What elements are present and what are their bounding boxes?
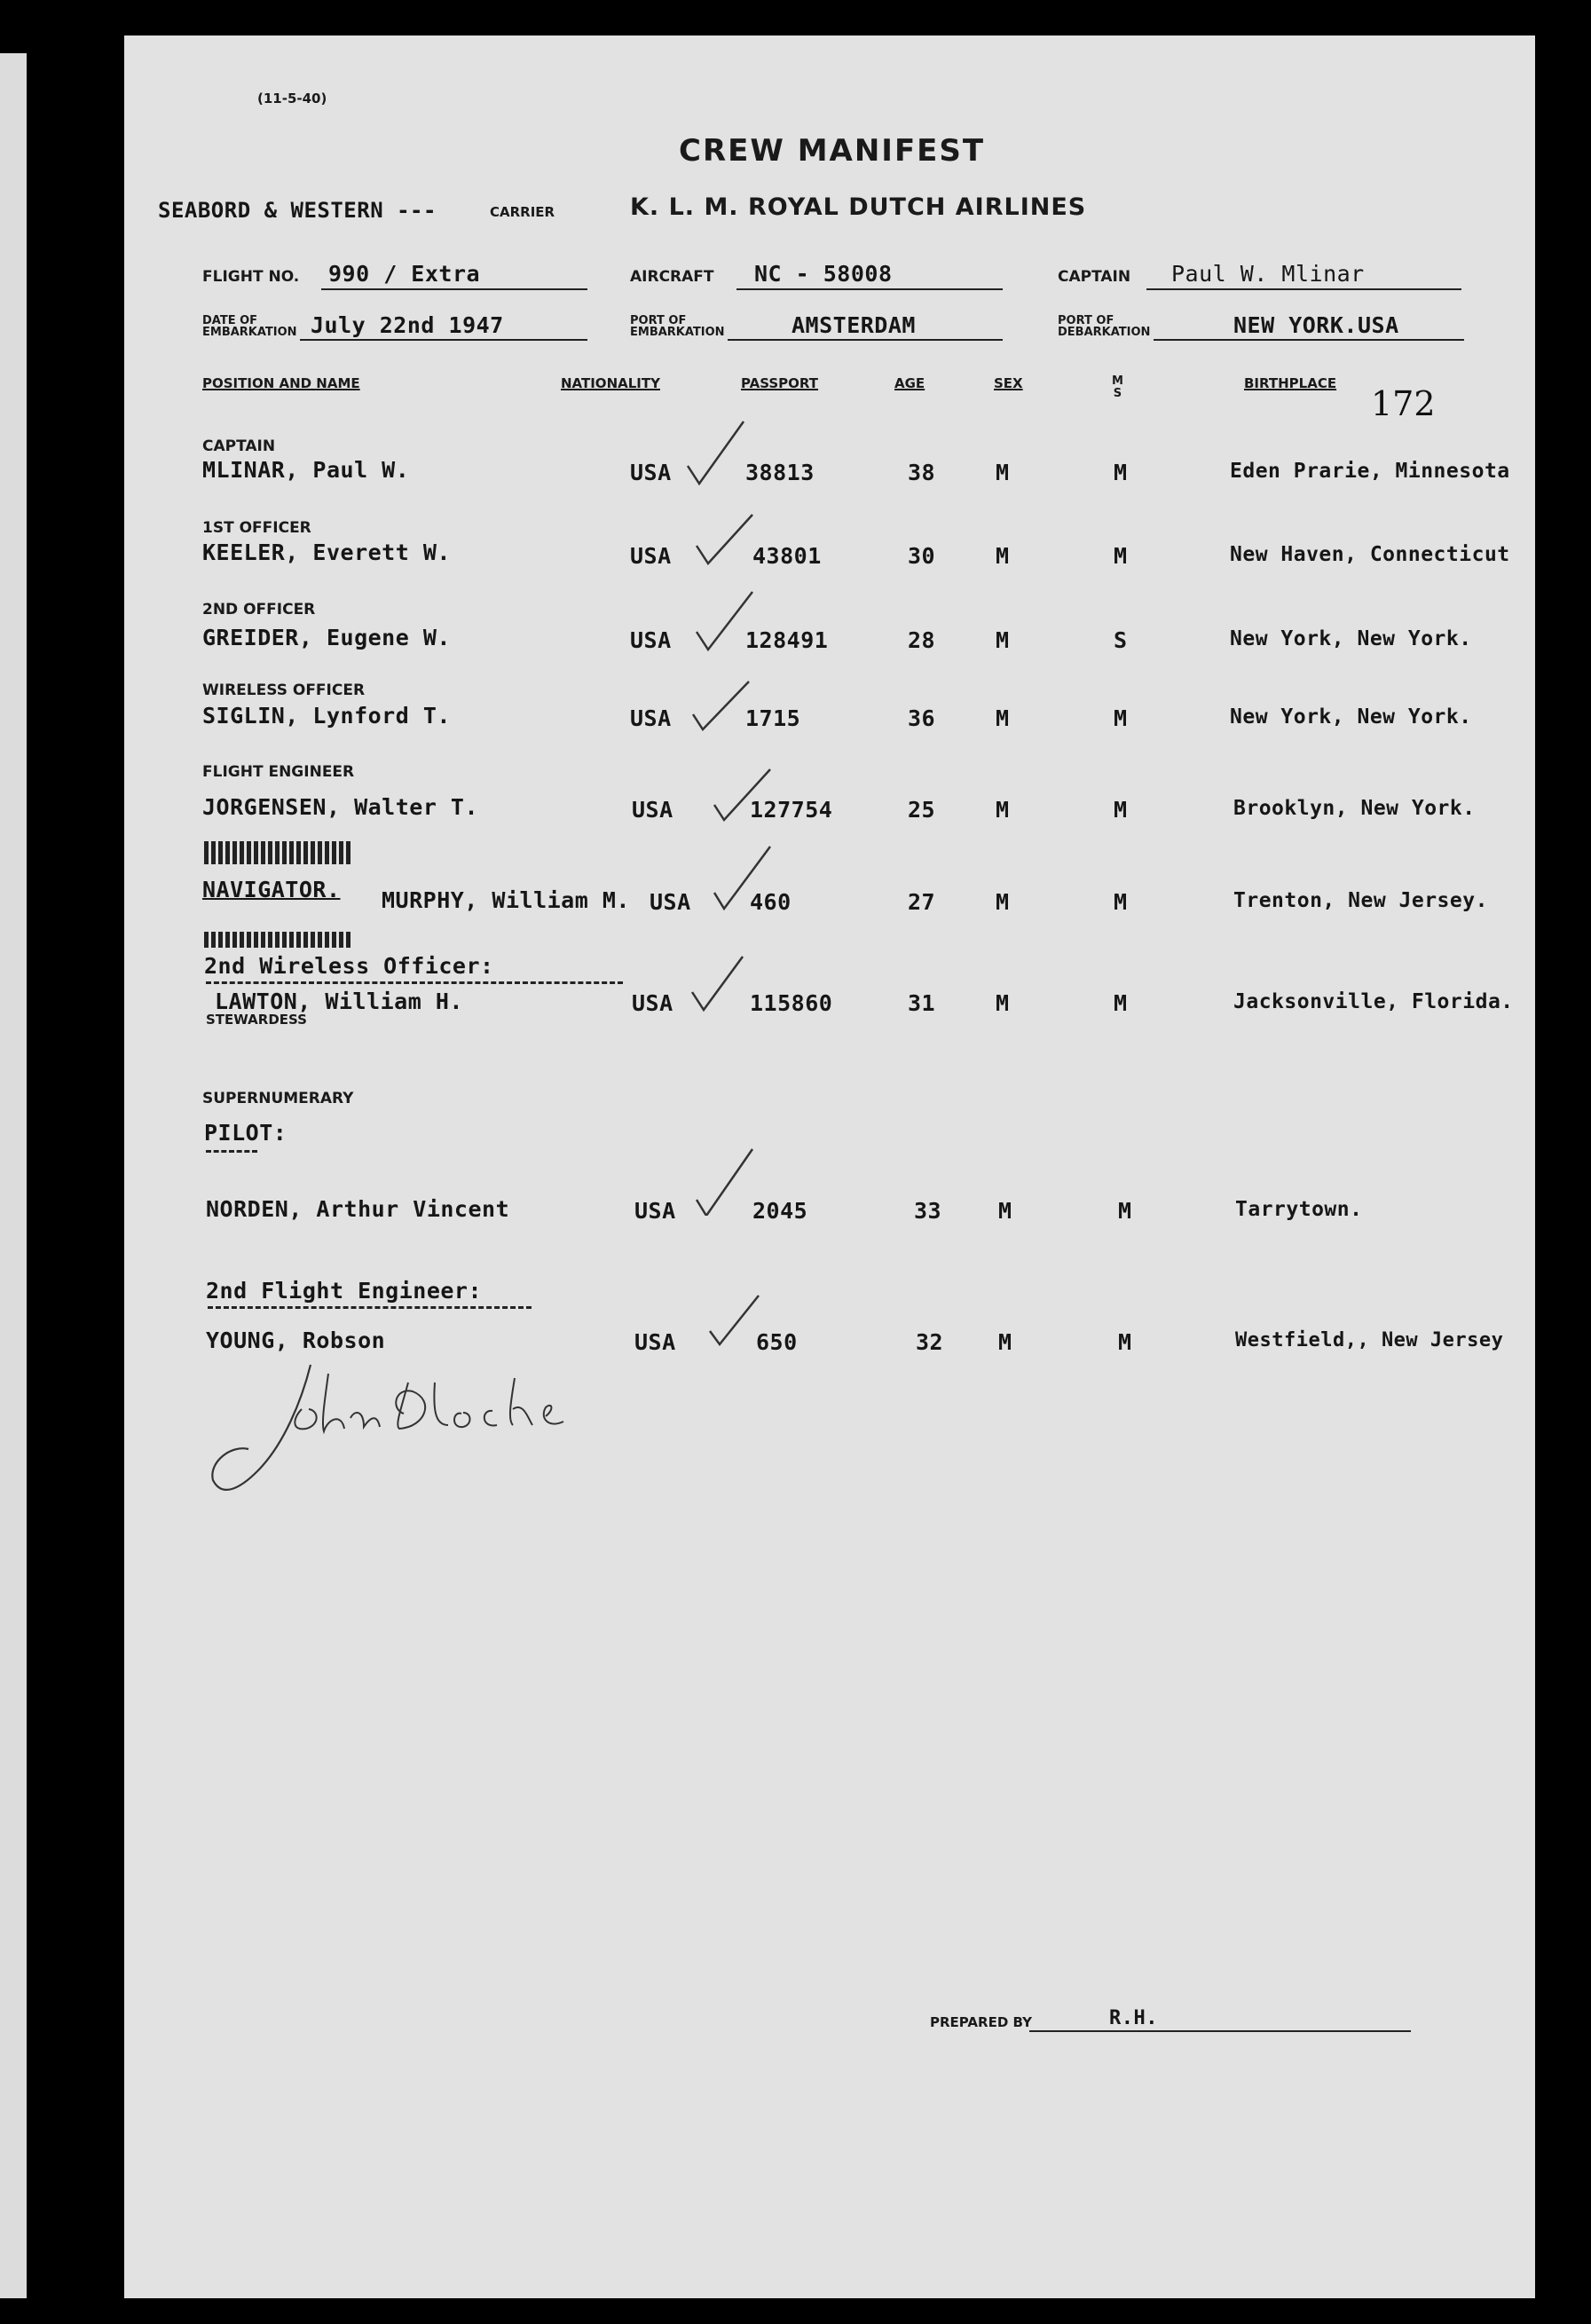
crew-1-marital: M (1114, 543, 1128, 569)
crew-5-name: MURPHY, William M. (382, 887, 630, 913)
supernumerary-0-birthplace: Tarrytown. (1235, 1198, 1363, 1221)
crew-6-sex: M (996, 990, 1010, 1016)
crew-0-sex: M (996, 460, 1010, 485)
supernumerary-1-nationality: USA (634, 1329, 676, 1355)
crew-2-position: 2ND OFFICER (202, 601, 316, 618)
supernumerary-1-birthplace: Westfield,, New Jersey (1235, 1329, 1504, 1351)
embarkation-date: July 22nd 1947 (311, 312, 504, 338)
col-birthplace: BIRTHPLACE (1244, 375, 1337, 391)
crew-6-marital: M (1114, 990, 1128, 1016)
check-mark-icon (692, 1145, 754, 1216)
aircraft-label: AIRCRAFT (630, 268, 714, 286)
crew-2-nationality: USA (630, 627, 672, 653)
supernumerary-1-age: 32 (916, 1329, 944, 1355)
crew-3-marital: M (1114, 705, 1128, 731)
adjacent-page-edge (0, 53, 27, 2298)
crew-5-passport: 460 (750, 889, 792, 915)
check-mark-icon (683, 417, 745, 488)
check-mark-icon (688, 949, 750, 1020)
prepared-by-value: R.H. (1109, 2007, 1158, 2029)
carrier-label: CARRIER (490, 204, 555, 220)
company-name: SEABORD & WESTERN --- (158, 198, 437, 223)
crew-2-name: GREIDER, Eugene W. (202, 625, 451, 650)
crew-4-age: 25 (908, 797, 936, 823)
crew-3-passport: 1715 (745, 705, 801, 731)
crew-3-sex: M (996, 705, 1010, 731)
crew-2-passport: 128491 (745, 627, 829, 653)
crew-5-marital: M (1114, 889, 1128, 915)
crew-4-position: FLIGHT ENGINEER (202, 763, 355, 781)
crew-1-passport: 43801 (752, 543, 822, 569)
crew-3-name: SIGLIN, Lynford T. (202, 703, 451, 729)
col-position: POSITION AND NAME (202, 375, 360, 391)
supernumerary-0-marital: M (1118, 1198, 1132, 1224)
crew-0-name: MLINAR, Paul W. (202, 457, 410, 483)
supernumerary-1-marital: M (1118, 1329, 1132, 1355)
manifest-page (124, 35, 1535, 2298)
supernumerary-0-nationality: USA (634, 1198, 676, 1224)
port-embarkation-label: PORT OF EMBARKATION (630, 314, 725, 339)
page-number: 172 (1371, 384, 1436, 423)
crew-0-marital: M (1114, 460, 1128, 485)
signature (195, 1347, 586, 1507)
supernumerary-0-passport: 2045 (752, 1198, 808, 1224)
crew-6-position: 2nd Wireless Officer: (204, 953, 494, 979)
crew-4-nationality: USA (632, 797, 673, 823)
stewardess-label: STEWARDESS (206, 1012, 307, 1028)
check-mark-icon (689, 674, 751, 745)
flight-number: 990 / Extra (328, 261, 481, 287)
port-debarkation: NEW YORK.USA (1233, 312, 1399, 338)
crew-0-age: 38 (908, 460, 936, 485)
crew-5-birthplace: Trenton, New Jersey. (1233, 889, 1488, 912)
col-nationality: NATIONALITY (561, 375, 660, 391)
crew-1-name: KEELER, Everett W. (202, 540, 451, 565)
crew-1-sex: M (996, 543, 1010, 569)
crew-2-age: 28 (908, 627, 936, 653)
crew-5-position: NAVIGATOR. (202, 877, 341, 902)
crew-4-birthplace: Brooklyn, New York. (1233, 797, 1476, 820)
crew-1-position: 1ST OFFICER (202, 519, 311, 537)
crew-3-position: WIRELESS OFFICER (202, 681, 366, 699)
captain-name: Paul W. Mlinar (1171, 261, 1365, 287)
check-mark-icon (692, 510, 754, 581)
supernumerary-1-sex: M (998, 1329, 1012, 1355)
crew-1-nationality: USA (630, 543, 672, 569)
supernumerary-0-sex: M (998, 1198, 1012, 1224)
crew-0-passport: 38813 (745, 460, 815, 485)
captain-label: CAPTAIN (1058, 268, 1131, 286)
crew-1-age: 30 (908, 543, 936, 569)
crew-5-nationality: USA (650, 889, 691, 915)
crew-0-birthplace: Eden Prarie, Minnesota (1230, 460, 1510, 483)
crew-3-age: 36 (908, 705, 936, 731)
supernumerary-1-position: 2nd Flight Engineer: (206, 1278, 483, 1304)
crew-5-sex: M (996, 889, 1010, 915)
crew-6-nationality: USA (632, 990, 673, 1016)
crew-3-nationality: USA (630, 705, 672, 731)
col-passport: PASSPORT (741, 375, 819, 391)
port-embarkation: AMSTERDAM (792, 312, 916, 338)
flight-label: FLIGHT NO. (202, 268, 300, 286)
crew-4-sex: M (996, 797, 1010, 823)
prepared-by-label: PREPARED BY (930, 2014, 1032, 2030)
struck-out-label (204, 841, 353, 864)
supernumerary-1-passport: 650 (756, 1329, 798, 1355)
col-sex: SEX (994, 375, 1023, 391)
date-label: DATE OF EMBARKATION (202, 314, 297, 339)
col-age: AGE (894, 375, 925, 391)
crew-0-nationality: USA (630, 460, 672, 485)
carrier-name: K. L. M. ROYAL DUTCH AIRLINES (630, 193, 1087, 221)
port-debarkation-label: PORT OF DEBARKATION (1058, 314, 1151, 339)
crew-6-passport: 115860 (750, 990, 833, 1016)
crew-4-marital: M (1114, 797, 1128, 823)
supernumerary-1-name: YOUNG, Robson (206, 1327, 386, 1353)
page-title: CREW MANIFEST (679, 133, 986, 169)
crew-1-birthplace: New Haven, Connecticut (1230, 543, 1510, 566)
crew-5-age: 27 (908, 889, 936, 915)
crew-2-marital: S (1114, 627, 1128, 653)
crew-6-birthplace: Jacksonville, Florida. (1233, 990, 1514, 1013)
crew-2-sex: M (996, 627, 1010, 653)
crew-4-passport: 127754 (750, 797, 833, 823)
crew-6-age: 31 (908, 990, 936, 1016)
aircraft-number: NC - 58008 (754, 261, 893, 287)
crew-6-name: LAWTON, William H. (215, 989, 463, 1014)
crew-4-name: JORGENSEN, Walter T. (202, 794, 479, 820)
supernumerary-0-age: 33 (914, 1198, 942, 1224)
crew-2-birthplace: New York, New York. (1230, 627, 1472, 650)
crew-3-birthplace: New York, New York. (1230, 705, 1472, 729)
form-code: (11-5-40) (257, 91, 327, 106)
struck-out-label (204, 932, 353, 948)
crew-0-position: CAPTAIN (202, 437, 276, 455)
supernumerary-label: SUPERNUMERARY (202, 1090, 354, 1107)
col-marital: M S (1112, 374, 1123, 400)
supernumerary-0-position: PILOT: (204, 1120, 287, 1146)
supernumerary-0-name: NORDEN, Arthur Vincent (206, 1196, 510, 1222)
